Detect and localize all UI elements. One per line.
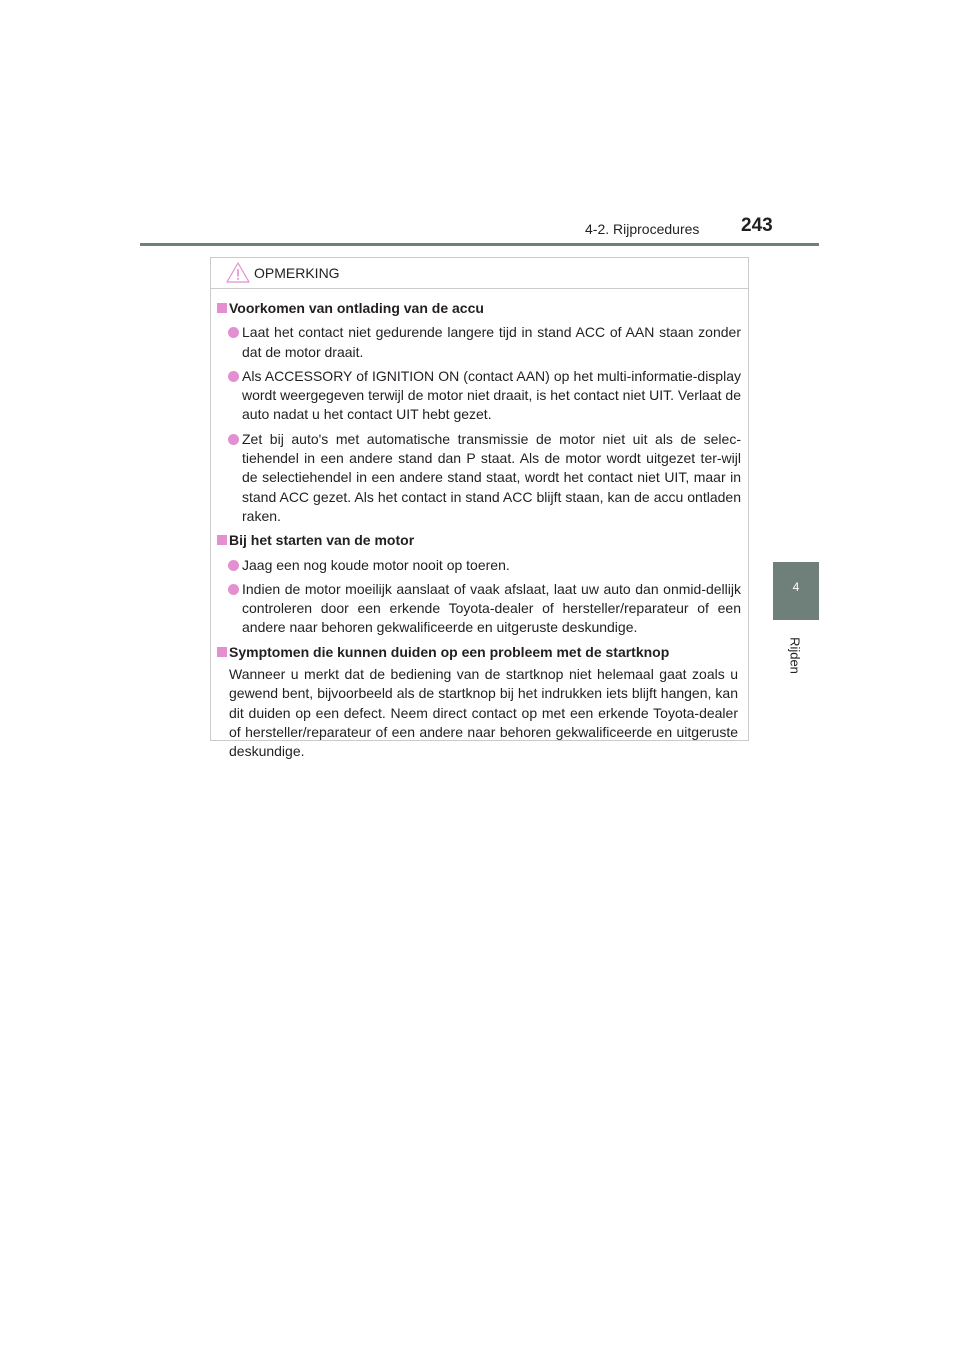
notice-title: OPMERKING [254, 265, 340, 281]
round-bullet-icon [228, 560, 239, 571]
page-number: 243 [741, 215, 773, 236]
list-item: Laat het contact niet gedurende langere tijd in stand ACC of AAN staan zonder dat de motor draait. [211, 323, 748, 362]
section-title: Voorkomen van ontlading van de accu [211, 299, 748, 318]
round-bullet-icon [228, 327, 239, 338]
section-paragraph: Wanneer u merkt dat de bediening van de startknop niet helemaal gaat zoals u gewend bent, bijvoorbeeld als de startknop bij het indrukken iets blijft hangen, kan dit duiden op een defect. Neem direct contact op met een erkende Toyota-dealer of hersteller/reparateur of een andere naar behoren gekwalificeerde en uitgeruste deskundige. [229, 666, 738, 760]
section-battery-discharge [211, 299, 748, 526]
notice-box [210, 257, 749, 760]
round-bullet-icon [228, 584, 239, 595]
chapter-label-container [786, 632, 802, 682]
chapter-label: Rijden [787, 637, 803, 674]
section-start-button-symptoms [211, 643, 748, 762]
running-header-section: 4-2. Rijprocedures [585, 221, 700, 237]
square-bullet-icon [217, 303, 227, 313]
list-item: Jaag een nog koude motor nooit op toeren. [211, 556, 748, 575]
chapter-tab [773, 562, 819, 620]
section-title: Symptomen die kunnen duiden op een probleem met de startknop [211, 643, 748, 662]
section-title: Bij het starten van de motor [211, 531, 748, 550]
chapter-number: 4 [792, 580, 800, 594]
list-item: Als ACCESSORY of IGNITION ON (contact AAN) op het multi-informatie-display wordt weergegeven terwijl de motor niet draait, is het contact niet UIT. Verlaat de auto nadat u het contact UIT hebt gezet. [211, 367, 748, 425]
notice-header [211, 258, 748, 289]
section-starting-engine [211, 531, 748, 637]
round-bullet-icon [228, 371, 239, 382]
notice-body [211, 299, 748, 762]
list-item: Indien de motor moeilijk aanslaat of vaak afslaat, laat uw auto dan onmid-dellijk controleren door een erkende Toyota-dealer of hersteller/reparateur of een andere naar behoren gekwalificeerde en uitgeruste deskundige. [211, 580, 748, 638]
square-bullet-icon [217, 647, 227, 657]
list-item: Zet bij auto's met automatische transmissie de motor niet uit als de selec-tiehendel in een andere stand dan P staat. Als de motor wordt uitgezet ter-wijl de selectiehendel in een andere stand staat, wordt het contact niet UIT, maar in stand ACC gezet. Als het contact in stand ACC blijft staan, kan de accu ontladen raken. [211, 430, 748, 526]
header-divider [140, 243, 819, 246]
warning-triangle-icon [226, 262, 250, 283]
round-bullet-icon [228, 434, 239, 445]
square-bullet-icon [217, 535, 227, 545]
